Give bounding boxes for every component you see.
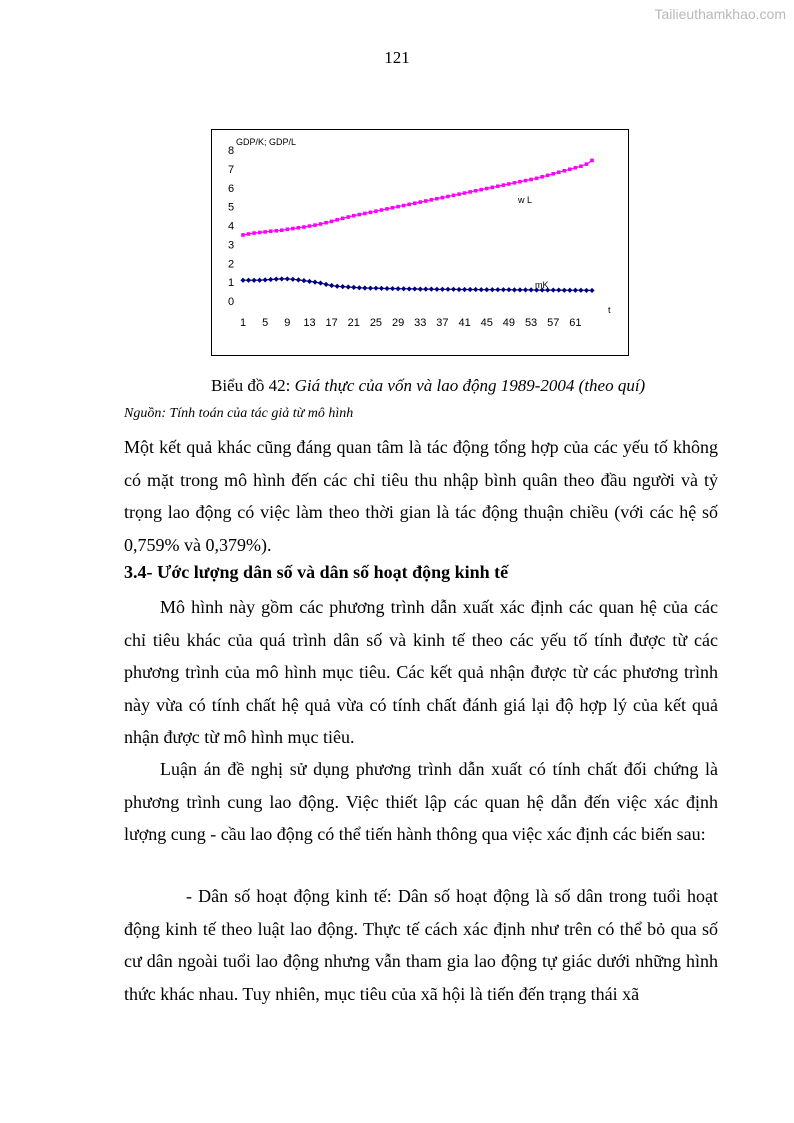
y-tick-label: 8: [227, 145, 235, 157]
data-point: [435, 197, 439, 201]
data-point: [307, 279, 312, 284]
series-line-1: [243, 160, 592, 235]
y-tick-label: 7: [227, 163, 235, 176]
data-point: [567, 288, 572, 293]
data-point: [407, 203, 411, 207]
watermark: Tailieuthamkhao.com: [654, 6, 786, 22]
data-point: [286, 227, 290, 231]
data-point: [385, 207, 389, 211]
data-point: [479, 188, 483, 192]
x-tick-label: 5: [262, 317, 269, 329]
data-point: [429, 287, 434, 292]
data-point: [517, 287, 522, 292]
x-tick-label: 1: [239, 317, 247, 329]
data-point: [452, 194, 456, 198]
data-point: [524, 179, 528, 183]
data-point: [590, 159, 594, 163]
line-chart: [212, 130, 630, 357]
data-point: [579, 164, 583, 168]
data-point: [374, 209, 378, 213]
data-point: [251, 278, 256, 283]
y-tick-label: 2: [227, 258, 235, 271]
data-point: [546, 173, 550, 177]
x-tick-label: 9: [284, 317, 291, 329]
data-point: [257, 278, 262, 283]
data-point: [318, 280, 323, 285]
x-tick-label: 29: [391, 317, 405, 329]
caption-prefix: Biểu đồ 42:: [211, 376, 295, 395]
data-point: [473, 287, 478, 292]
y-tick-label: 1: [227, 277, 235, 290]
data-point: [302, 225, 306, 229]
data-point: [551, 287, 556, 292]
data-point: [528, 287, 533, 292]
data-point: [490, 186, 494, 190]
data-point: [291, 227, 295, 231]
data-point: [335, 218, 339, 222]
data-point: [430, 198, 434, 202]
data-point: [506, 287, 511, 292]
data-point: [362, 285, 367, 290]
data-point: [391, 206, 395, 210]
data-point: [290, 277, 295, 282]
data-point: [413, 201, 417, 205]
data-point: [358, 213, 362, 217]
data-point: [573, 288, 578, 293]
x-tick-label: 45: [480, 317, 493, 329]
data-point: [313, 223, 317, 227]
data-point: [247, 232, 251, 236]
x-tick-label: 53: [524, 317, 538, 329]
page-number: 121: [384, 48, 410, 67]
series-label: mK: [535, 280, 549, 290]
data-point: [502, 183, 506, 187]
x-tick-label: 17: [325, 317, 338, 329]
data-point: [241, 233, 245, 237]
data-point: [341, 217, 345, 221]
data-point: [379, 286, 384, 291]
data-point: [485, 187, 489, 191]
data-point: [285, 276, 290, 281]
data-point: [352, 214, 356, 218]
y-tick-label: 0: [227, 296, 235, 308]
data-point: [252, 231, 256, 235]
data-point: [585, 162, 589, 166]
data-point: [396, 286, 401, 291]
data-point: [562, 288, 567, 293]
data-point: [446, 195, 450, 199]
data-point: [373, 286, 378, 291]
data-point: [468, 287, 473, 292]
data-point: [368, 286, 373, 291]
data-point: [584, 288, 589, 293]
data-point: [335, 284, 340, 289]
data-point: [329, 283, 334, 288]
x-tick-label: 49: [502, 317, 516, 329]
paragraph-2: Mô hình này gồm các phương trình dẫn xuất xác định các quan hệ của các chỉ tiêu khác của quá trình dân số và kinh tế theo các yếu tố tính được từ các phương trình của mô hình mục tiêu. Các kết quả nhận được từ các phương trình này vừa có tính chất hệ quả vừa có tính chất đánh giá lại độ hợp lý của kết quả nhận được từ mô hình mục tiêu.: [124, 597, 718, 747]
data-point: [513, 181, 517, 185]
data-point: [490, 287, 495, 292]
data-point: [540, 175, 544, 179]
paragraph-1: Một kết quả khác cũng đáng quan tâm là tác động tổng hợp của các yếu tố không có mặt trong mô hình đến các chỉ tiêu thu nhập bình quân theo đầu người và tỷ trọng lao động có việc làm theo thời gian là tác động thuận chiều (với các hệ số 0,759% và 0,379%).: [124, 437, 718, 555]
data-point: [402, 204, 406, 208]
x-tick-label: 33: [414, 317, 427, 329]
data-point: [301, 278, 306, 283]
data-point: [240, 278, 245, 283]
y-tick-label: 5: [227, 201, 235, 214]
series-label: w L: [518, 195, 533, 205]
data-point: [340, 284, 345, 289]
data-point: [263, 277, 268, 282]
data-point: [384, 286, 389, 291]
caption-title: Giá thực của vốn và lao động 1989-2004 (theo quí): [294, 376, 646, 395]
data-point: [434, 287, 439, 292]
data-point: [396, 205, 400, 209]
data-point: [418, 200, 422, 204]
data-point: [296, 277, 301, 282]
data-point: [462, 287, 467, 292]
data-point: [308, 224, 312, 228]
data-point: [351, 285, 356, 290]
data-point: [529, 178, 533, 182]
data-point: [501, 287, 506, 292]
y-tick-label: 3: [227, 239, 235, 252]
data-point: [474, 189, 478, 193]
data-point: [479, 287, 484, 292]
data-point: [324, 221, 328, 225]
x-tick-label: 57: [547, 317, 560, 329]
paragraph-3: Luận án đề nghị sử dụng phương trình dẫn xuất có tính chất đối chứng là phương trình cung lao động. Việc thiết lập các quan hệ dẫn đến việc xác định lượng cung - cầu lao động có thể tiến hành thông qua việc xác định các biến sau:: [124, 759, 718, 844]
data-point: [369, 210, 373, 214]
data-point: [424, 199, 428, 203]
section-heading: 3.4- Ước lượng dân số và dân số hoạt động kinh tế: [124, 562, 509, 582]
data-point: [412, 286, 417, 291]
data-point: [380, 208, 384, 212]
data-point: [269, 229, 273, 233]
data-point: [568, 167, 572, 171]
data-point: [418, 287, 423, 292]
data-point: [319, 222, 323, 226]
data-point: [330, 220, 334, 224]
data-point: [357, 285, 362, 290]
data-point: [456, 287, 461, 292]
data-point: [407, 286, 412, 291]
paragraph-4: - Dân số hoạt động kinh tế: Dân số hoạt động là số dân trong tuổi hoạt động kinh tế theo luật lao động. Thực tế cách xác định như trên có thể bỏ qua số cư dân ngoài tuổi lao động nhưng vẫn tham gia lao động tự giác dưới những hình thức khác nhau. Tuy nhiên, mục tiêu của xã hội là tiến đến trạng thái xã: [124, 886, 718, 1004]
data-point: [457, 192, 461, 196]
data-point: [274, 277, 279, 282]
data-point: [423, 287, 428, 292]
data-point: [346, 215, 350, 219]
x-axis-title: t: [608, 305, 611, 315]
data-point: [463, 191, 467, 195]
data-point: [401, 286, 406, 291]
data-point: [578, 288, 583, 293]
data-point: [363, 212, 367, 216]
data-point: [297, 226, 301, 230]
data-point: [507, 182, 511, 186]
data-point: [551, 172, 555, 176]
figure-caption: [211, 376, 645, 396]
data-point: [468, 190, 472, 194]
x-tick-label: 41: [458, 317, 471, 329]
data-point: [574, 166, 578, 170]
data-point: [279, 276, 284, 281]
chart-frame: [211, 129, 629, 356]
data-point: [518, 180, 522, 184]
y-tick-label: 6: [227, 182, 235, 195]
data-point: [496, 184, 500, 188]
data-point: [263, 230, 267, 234]
data-point: [523, 287, 528, 292]
data-point: [535, 177, 539, 181]
data-point: [246, 278, 251, 283]
data-point: [441, 196, 445, 200]
data-point: [258, 231, 262, 235]
x-tick-label: 61: [569, 317, 582, 329]
x-tick-label: 21: [347, 317, 360, 329]
x-tick-label: 37: [436, 317, 449, 329]
data-point: [346, 284, 351, 289]
data-point: [556, 287, 561, 292]
data-point: [445, 287, 450, 292]
figure-source: Nguồn: Tính toán của tác giả từ mô hình: [124, 406, 354, 421]
x-tick-label: 25: [369, 317, 383, 329]
data-point: [557, 170, 561, 174]
data-point: [440, 287, 445, 292]
y-axis-title: GDP/K; GDP/L: [236, 137, 297, 147]
data-point: [495, 287, 500, 292]
data-point: [563, 169, 567, 173]
data-point: [323, 282, 328, 287]
data-point: [390, 286, 395, 291]
x-tick-label: 13: [303, 317, 316, 329]
data-point: [268, 277, 273, 282]
data-point: [484, 287, 489, 292]
data-point: [312, 280, 317, 285]
data-point: [512, 287, 517, 292]
data-point: [589, 288, 594, 293]
data-point: [451, 287, 456, 292]
data-point: [280, 228, 284, 232]
data-point: [274, 229, 278, 233]
y-tick-label: 4: [227, 220, 235, 233]
